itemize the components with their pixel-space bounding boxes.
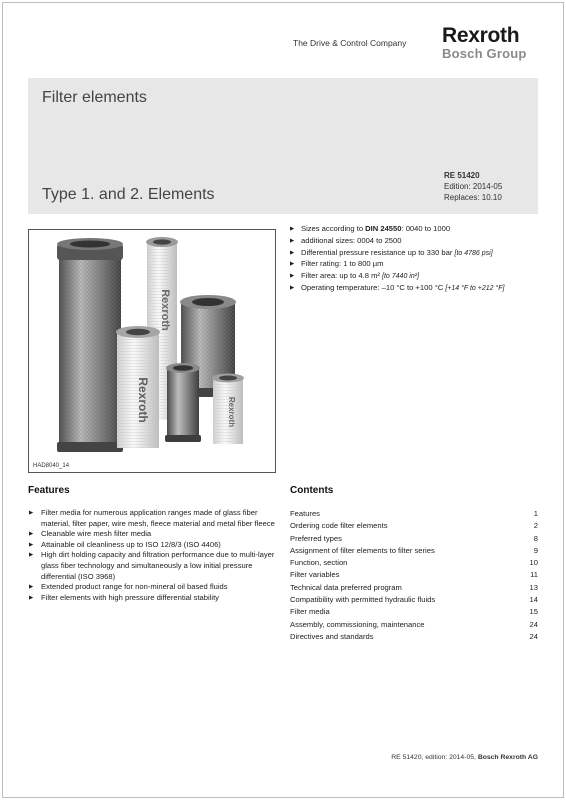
- feature-item: ▶ Extended product range for non-mineral oil based fluids: [28, 582, 278, 593]
- toc-row[interactable]: Technical data preferred program 13: [290, 582, 538, 592]
- page-title: Filter elements: [42, 89, 147, 106]
- toc-row[interactable]: Compatibility with permitted hydraulic fluids 14: [290, 595, 538, 605]
- document-edition: Edition: 2014-05: [444, 182, 503, 191]
- toc-row[interactable]: Ordering code filter elements 2: [290, 521, 538, 531]
- table-of-contents: [290, 508, 538, 643]
- feature-item: ▶ Cleanable wire mesh filter media: [28, 529, 278, 540]
- cylinder-brand-text-front: Rexroth: [136, 377, 150, 423]
- filter-element-small-metal: [165, 363, 201, 442]
- toc-row[interactable]: Directives and standards 24: [290, 631, 538, 641]
- feature-item: ▶ Attainable oil cleanliness up to ISO 12/8/3 (ISO 4406): [28, 540, 278, 551]
- spec-item: ▶ Differential pressure resistance up to 330 bar [to 4786 psi]: [290, 248, 540, 260]
- filter-elements-illustration: [29, 230, 276, 473]
- brand-logo: [442, 25, 527, 61]
- feature-item: ▶ High dirt holding capacity and filtration performance due to multi-layer glass fiber technology and simultaneously a low initial pressure differential (ISO 3968): [28, 550, 278, 582]
- spec-item: ▶ Sizes according to DIN 24550: 0040 to 1000: [290, 224, 540, 236]
- filter-element-small-paper: [212, 374, 244, 445]
- features-heading: Features: [28, 485, 70, 496]
- toc-row[interactable]: Features 1: [290, 509, 538, 518]
- document-replaces: Replaces: 10.10: [444, 193, 502, 202]
- document-number: RE 51420: [444, 171, 480, 180]
- page-footer: RE 51420, edition: 2014-05, Bosch Rexroth AG: [391, 754, 538, 761]
- filter-element-paper-front: [116, 326, 160, 448]
- company-slogan: The Drive & Control Company: [293, 38, 407, 48]
- spec-item: ▶ Filter area: up to 4.8 m² [to 7440 in²]: [290, 271, 540, 283]
- toc-row[interactable]: Preferred types 8: [290, 533, 538, 543]
- cylinder-brand-text: Rexroth: [159, 289, 171, 331]
- cylinder-brand-text-small: Rexroth: [227, 396, 236, 428]
- toc-row[interactable]: Filter variables 11: [290, 570, 538, 580]
- spec-item: ▶ Operating temperature: –10 °C to +100 °C [+14 °F to +212 °F]: [290, 283, 540, 295]
- spec-item: ▶ Filter rating: 1 to 800 µm: [290, 259, 540, 271]
- features-list: [28, 508, 278, 603]
- contents-heading: Contents: [290, 485, 334, 496]
- photo-caption: HAD8040_14: [33, 463, 70, 469]
- toc-row[interactable]: Function, section 10: [290, 558, 538, 568]
- toc-row[interactable]: Filter media 15: [290, 607, 538, 617]
- document-info: [444, 170, 502, 203]
- brand-name: Rexroth: [442, 24, 520, 47]
- title-band: [28, 78, 538, 214]
- filter-element-large-mesh: [57, 238, 123, 452]
- page-subtitle: Type 1. and 2. Elements: [42, 186, 215, 203]
- feature-item: ▶ Filter elements with high pressure differential stability: [28, 593, 278, 604]
- spec-item: ▶ additional sizes: 0004 to 2500: [290, 236, 540, 248]
- toc-row[interactable]: Assembly, commissioning, maintenance 24: [290, 619, 538, 629]
- feature-item: ▶ Filter media for numerous application ranges made of glass fiber material, filter paper, wire mesh, fleece material and metal fiber fleece: [28, 508, 278, 529]
- product-photo: [28, 229, 276, 473]
- spec-list: [290, 224, 540, 295]
- brand-group: Bosch Group: [442, 46, 527, 61]
- toc-row[interactable]: Assignment of filter elements to filter series 9: [290, 545, 538, 555]
